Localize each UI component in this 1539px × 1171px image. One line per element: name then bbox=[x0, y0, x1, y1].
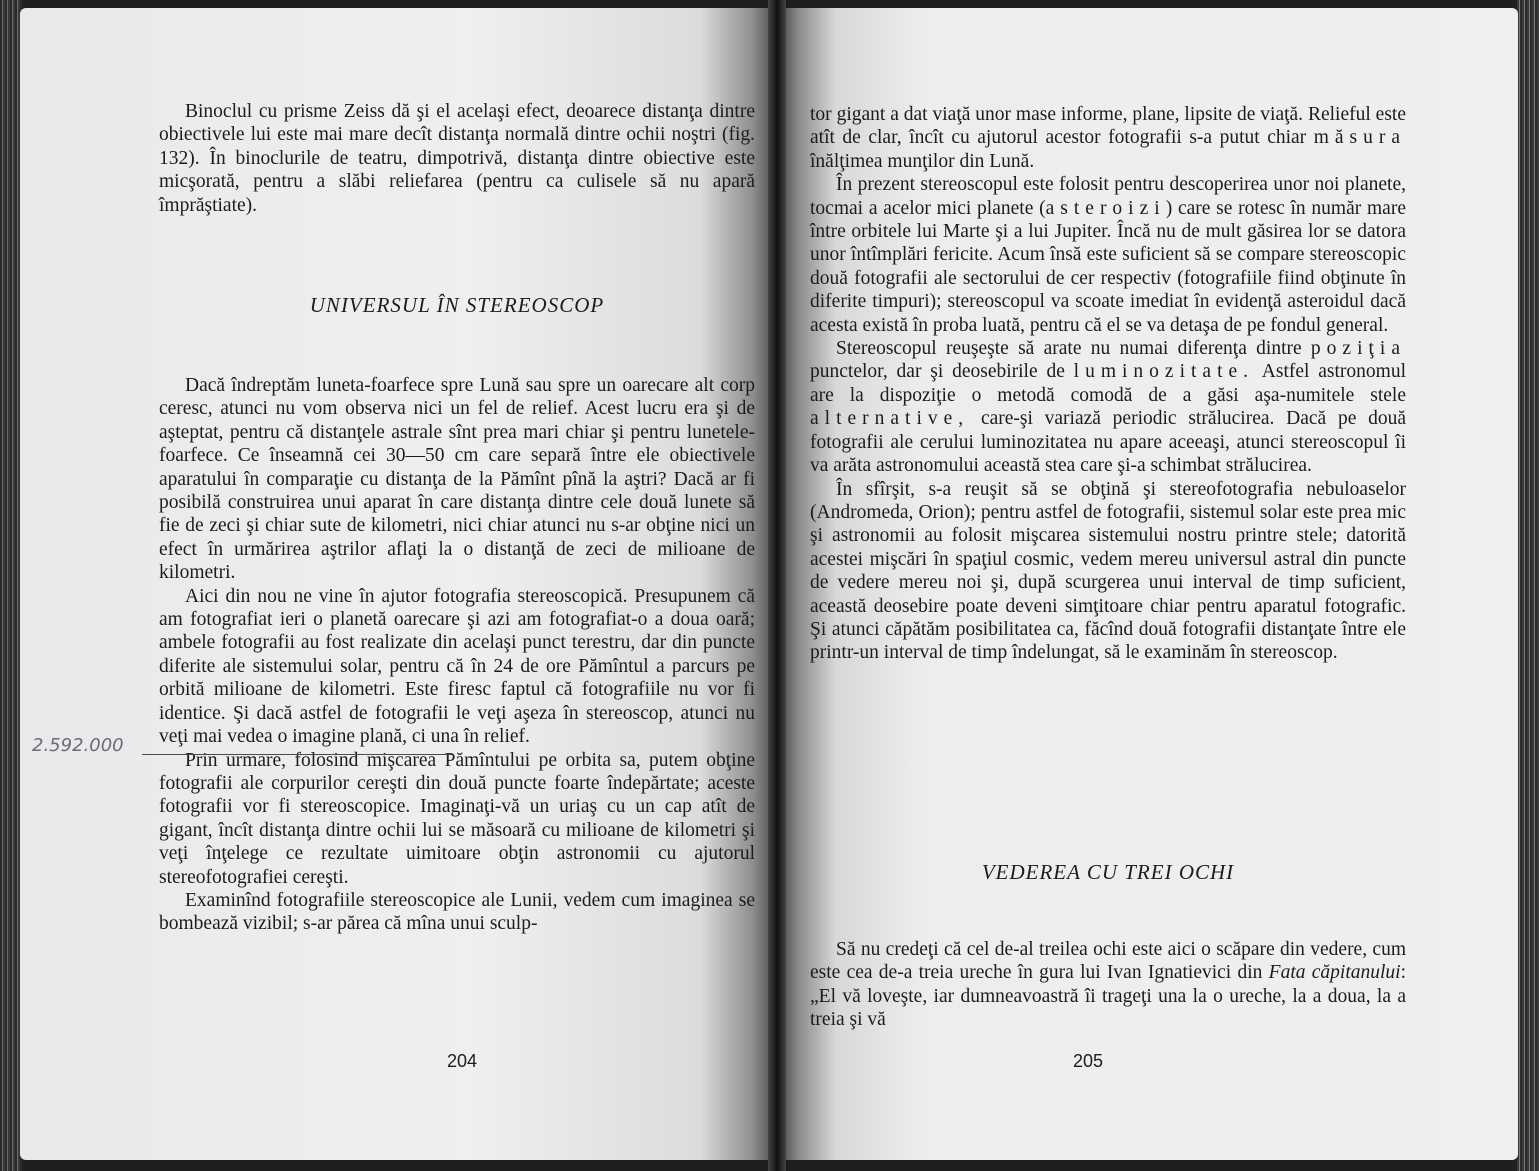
right-page bbox=[776, 8, 1518, 1160]
right-body-continued bbox=[810, 938, 1406, 1032]
pencil-margin-note: 2.592.000 bbox=[32, 735, 124, 756]
paragraph: Examinînd fotografiile stereoscopice ale Lunii, vedem cum imaginea se bombează vizibil; s-ar părea că mîna unui sculp- bbox=[159, 889, 755, 935]
page-edges-right bbox=[1517, 0, 1539, 1171]
intro-text: Binoclul cu prisme Zeiss dă şi el acelaşi efect, deoarece distanţa dintre obiectivele lui este mai mare decît distanţa normală dintre ochii noştri (fig. 132). În binoclurile de teatru, dimpotrivă, distanţa dintre obiective este micşorată, pentru a slăbi reliefarea (pentru ca culisele să nu apară împrăştiate). bbox=[159, 101, 755, 216]
page-number-left: 204 bbox=[446, 1051, 478, 1071]
section-heading-three-eyes: VEDEREA CU TREI OCHI bbox=[981, 860, 1235, 884]
section-heading-universe: UNIVERSUL ÎN STEREOSCOP bbox=[309, 293, 605, 317]
left-body bbox=[159, 374, 755, 936]
left-page bbox=[20, 8, 776, 1160]
paragraph: Prin urmare, folosind mişcarea Pămîntului pe orbita sa, putem obţine fotografii ale corpurilor cereşti din două puncte foarte îndepărtate; aceste fotografii vor fi stereoscopice. Imaginaţi-vă un uriaş cu un cap atît de gigant, încît distanţa dintre ochii lui se măsoară cu milioane de kilometri şi veţi înţelege ce rezultate uimitoare obţin astronomii cu ajutorul stereofotografiei cereşti. bbox=[159, 749, 755, 888]
paragraph: În sfîrşit, s-a reuşit să se obţină şi stereofotografia nebuloaselor (Andromeda, Orion); pentru astfel de fotografii, sistemul solar este prea mic şi astronomii au folosit mişcarea sistemului nostru printre stele; datorită acestei mişcări în spaţiul cosmic, vedem mereu universul astral din puncte de vedere mereu noi şi, după scurgerea unui interval de timp suficient, această deosebire poate deveni simţitoare chiar pentru aparatul fotografic. Şi atunci căpătăm posibilitatea ca, făcînd două fotografii distanţate între ele printr-un interval de timp îndelungat, să le examinăm în stereoscop. bbox=[810, 478, 1406, 664]
paragraph: Să nu credeţi că cel de-al treilea ochi este aici o scăpare din vedere, cum este cea de-a treia ureche în gura lui Ivan Ignatievici din Fata căpitanului: „El vă loveşte, iar dumneavoastră îi trageţi una la o ureche, la a doua, la a treia şi vă bbox=[810, 939, 1407, 1031]
page-number-right: 205 bbox=[1072, 1051, 1104, 1071]
page-edges-left bbox=[0, 0, 22, 1171]
paragraph: În prezent stereoscopul este folosit pentru descoperirea unor noi planete, tocmai a acelor mici planete (asteroizi) care se rotesc în număr mare între orbitele lui Marte şi a lui Jupiter. Încă nu de mult găsirea lor se datora unor întîmplări fericite. Acum însă este suficient să se compare stereoscopic două fotografii ale sectorului de cer respectiv (fotografiile fiind obţinute în diferite timpuri); stereoscopul va scoate imediat în evidenţă asteroidul dacă acesta există în proba luată, pentru că el se va detaşa de pe fondul general. bbox=[810, 174, 1406, 336]
paragraph: Dacă îndreptăm luneta-foarfece spre Lună sau spre un oarecare alt corp ceresc, atunci nu vom observa nici un fel de relief. Acest lucru era şi de aşteptat, pentru că distanţele astrale sînt prea mari chiar şi pentru lunetele-foarfece. Ce înseamnă cei 30—50 cm care separă între ele obiectivele aparatului în comparaţie cu distanţa de la Pămînt pînă la aştri? Dacă ar fi posibilă construirea unui aparat în care distanţa dintre cele două lunete să fie de zeci şi chiar sute de kilometri, nici chiar atunci nu s-ar obţine nici un efect în urmărirea aştrilor aflaţi la o distanţă de zeci de milioane de kilometri. bbox=[159, 375, 755, 584]
paragraph: Aici din nou ne vine în ajutor fotografia stereoscopică. Presupunem că am fotografiat ieri o planetă oarecare şi azi am fotografiat-o a doua oară; ambele fotografii au fost realizate din acelaşi punct terestru, dar din puncte diferite ale sistemului solar, pentru că în 24 de ore Pămîntul a parcurs pe orbită milioane de kilometri. Este firesc faptul că fotografiile nu vor fi identice. Şi dacă astfel de fotografii le veţi aşeza în stereoscop, atunci nu veţi mai vedea o imagine plană, ci una în relief. bbox=[159, 585, 755, 748]
book-gutter bbox=[768, 0, 786, 1171]
paragraph: tor gigant a dat viaţă unor mase informe, plane, lipsite de viaţă. Relieful este atît de clar, încît cu ajutorul acestor fotografii s-a putut chiar măsura înălţimea munţilor din Lună. bbox=[810, 104, 1407, 172]
pencil-underline bbox=[142, 754, 452, 755]
paragraph: Stereoscopul reuşeşte să arate nu numai diferenţa dintre poziţia punctelor, dar şi deosebirile de luminozitate. Astfel astronomul are la dispoziţie o metodă comodă de a găsi aşa-numitele stele alternative, care-şi variază periodic strălucirea. Dacă pe două fotografii ale cerului luminozitatea nu apare aceeaşi, atunci stereoscopul îi va arăta astronomului această stea care şi-a schimbat strălucirea. bbox=[810, 338, 1407, 477]
right-body bbox=[810, 103, 1406, 665]
intro-paragraph bbox=[159, 100, 755, 217]
